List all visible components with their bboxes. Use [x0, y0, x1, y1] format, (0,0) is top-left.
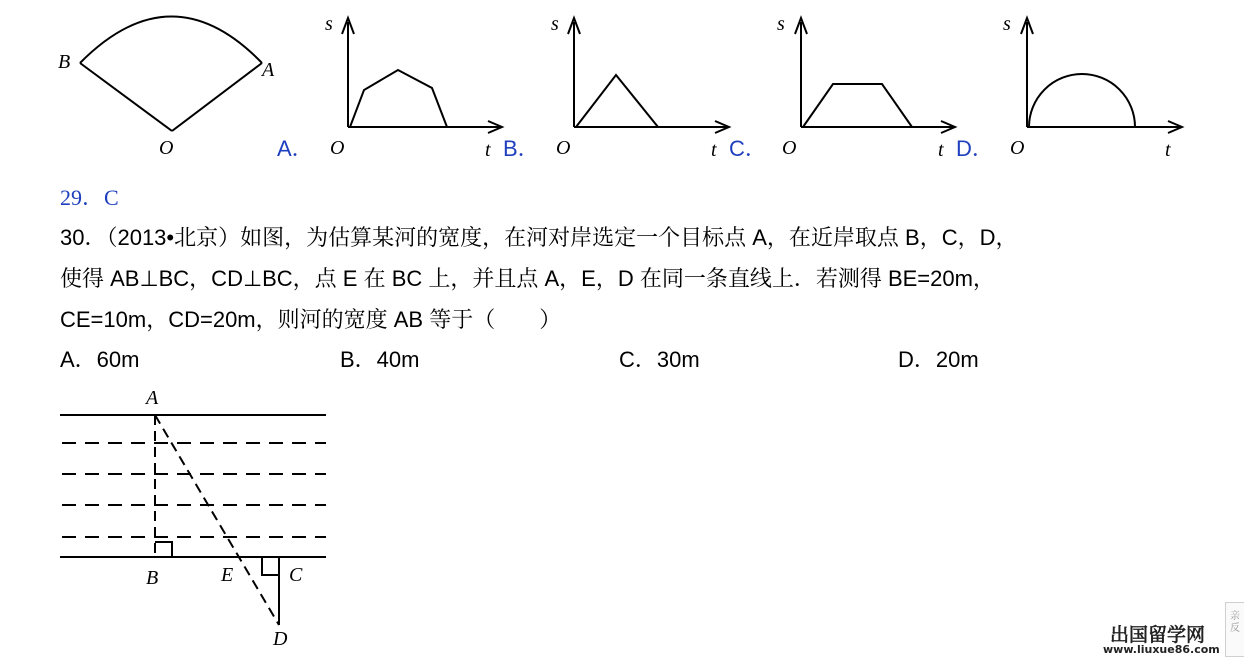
watermark-title: 出国留学网 — [1110, 624, 1206, 646]
graph-d-t-label: t — [1165, 139, 1171, 161]
choice-b: B．40m — [340, 347, 420, 372]
graph-d — [1003, 13, 1182, 161]
river-label-a: A — [146, 387, 159, 409]
segment-ad — [155, 415, 279, 625]
graph-a-t-label: t — [485, 139, 491, 161]
graph-c-o-label: O — [782, 137, 797, 159]
graph-b — [551, 13, 729, 161]
sector-label-o: O — [159, 137, 174, 159]
river-figure — [0, 380, 340, 657]
choice-c: C．30m — [619, 347, 700, 372]
river-label-c: C — [289, 564, 303, 586]
choice-a: A．60m — [60, 347, 140, 372]
option-b-label: B． — [503, 136, 540, 161]
option-d-label: D． — [956, 136, 994, 161]
river-label-e: E — [221, 564, 234, 586]
choice-d: D．20m — [898, 347, 979, 372]
river-dashed-lines — [62, 443, 326, 537]
top-figure — [0, 0, 1246, 170]
watermark-url: www.liuxue86.com — [1103, 643, 1220, 656]
sector-label-a: A — [262, 59, 275, 81]
river-label-d: D — [273, 628, 288, 650]
graph-a-s-label: s — [325, 13, 333, 35]
river-label-b: B — [146, 567, 159, 589]
graph-c — [777, 13, 955, 161]
question-30-line-3: CE=10m，CD=20m，则河的宽度 AB 等于（ ） — [60, 307, 562, 332]
graph-b-s-label: s — [551, 13, 559, 35]
sector-figure — [80, 17, 262, 132]
graph-d-s-label: s — [1003, 13, 1011, 35]
right-angle-c — [262, 557, 279, 575]
question-30-line-2: 使得 AB⊥BC，CD⊥BC，点 E 在 BC 上，并且点 A，E，D 在同一条直线上．若测得 BE=20m， — [60, 266, 995, 291]
graph-d-o-label: O — [1010, 137, 1025, 159]
question-30-line-1: 30．（2013•北京）如图，为估算某河的宽度，在河对岸选定一个目标点 A，在近岸取点 B，C，D， — [60, 225, 1018, 250]
graph-c-t-label: t — [938, 139, 944, 161]
right-angle-b — [155, 542, 172, 557]
graph-b-o-label: O — [556, 137, 571, 159]
sector-label-b: B — [58, 51, 71, 73]
answer-29: 29．C — [60, 185, 119, 210]
option-c-label: C． — [729, 136, 767, 161]
graph-a-o-label: O — [330, 137, 345, 159]
graph-b-t-label: t — [711, 139, 717, 161]
option-a-label: A． — [277, 136, 314, 161]
graph-a — [325, 13, 502, 161]
side-feedback-tab[interactable]: 亲反 — [1225, 602, 1244, 657]
graph-c-s-label: s — [777, 13, 785, 35]
